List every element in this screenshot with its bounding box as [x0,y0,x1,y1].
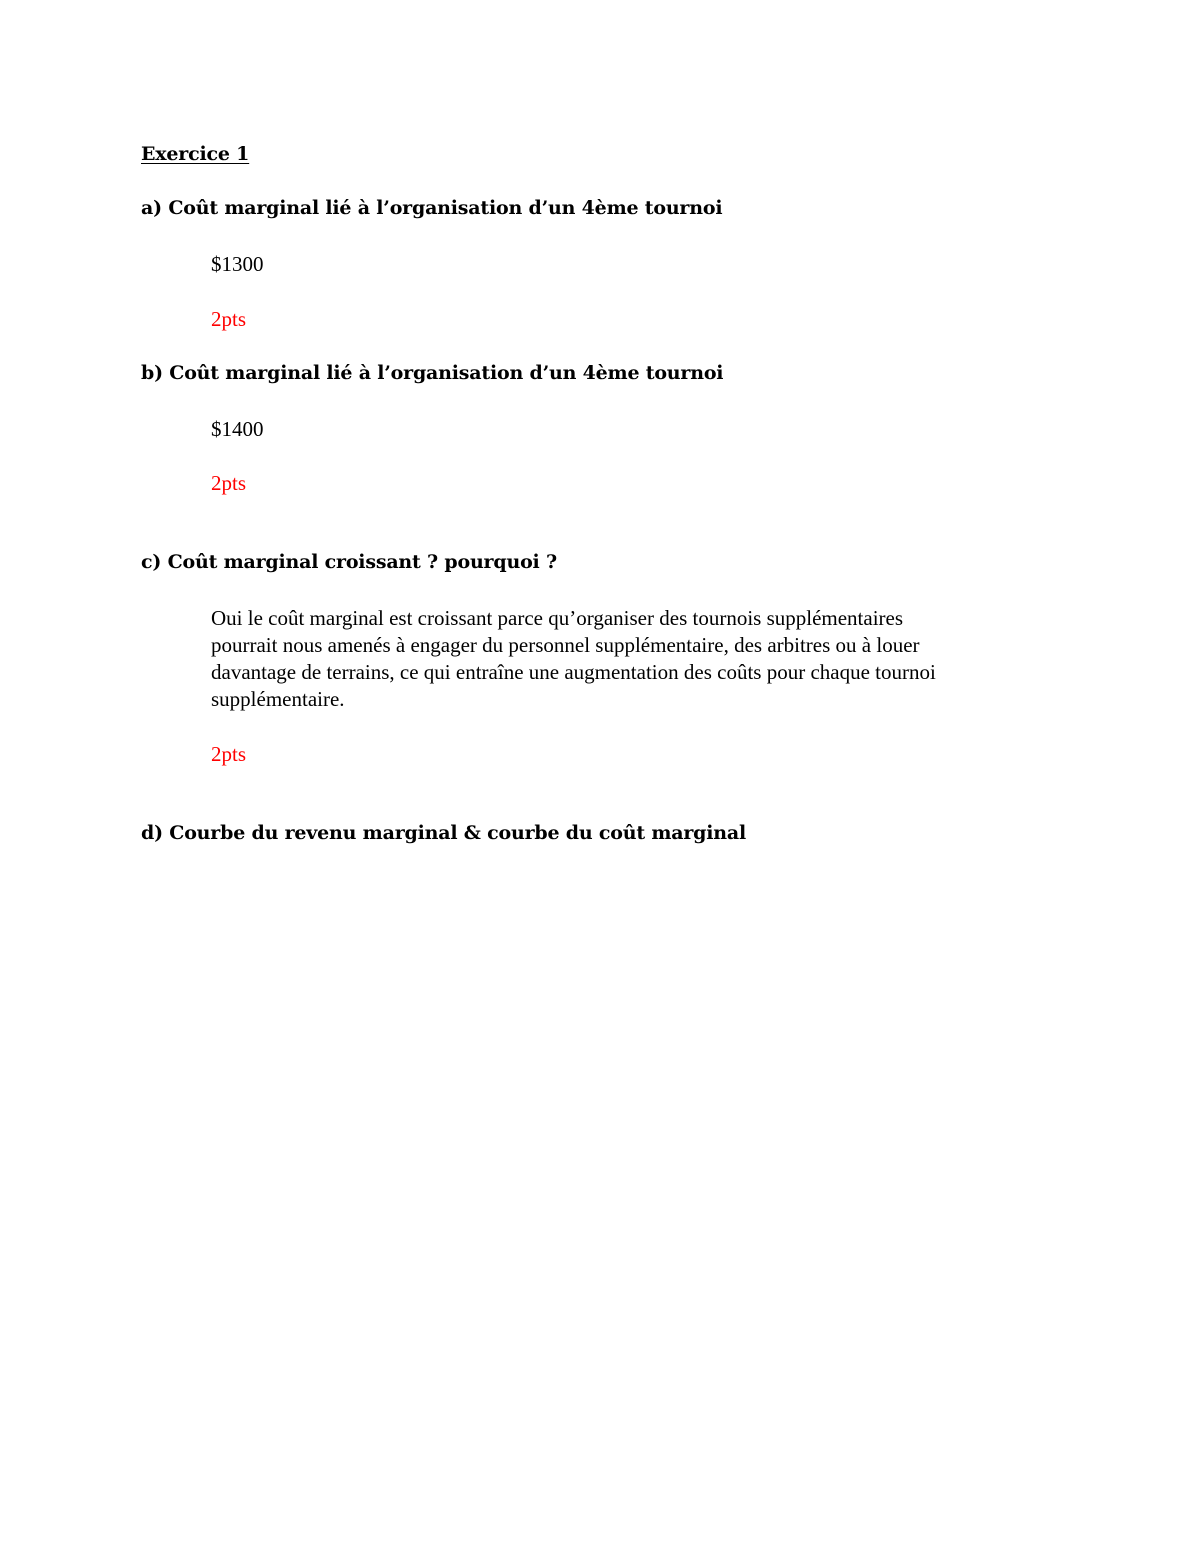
answer-a: $1300 [211,252,264,276]
points-b: 2pts [211,471,247,495]
answer-c-line: davantage de terrains, ce qui entraîne une augmentation des coûts pour chaque tournoi [211,660,936,684]
answer-c-line: supplémentaire. [211,687,345,711]
exercise-title: Exercice 1 [141,143,250,165]
answer-c-line: pourrait nous amenés à engager du personnel supplémentaire, des arbitres ou à louer [211,633,920,657]
points-a: 2pts [211,307,247,331]
question-b: b) Coût marginal lié à l’organisation d’un 4ème tournoi [141,362,724,384]
question-d: d) Courbe du revenu marginal & courbe du coût marginal [141,822,747,844]
answer-c-line: Oui le coût marginal est croissant parce qu’organiser des tournois supplémentaires [211,606,904,630]
question-a: a) Coût marginal lié à l’organisation d’un 4ème tournoi [141,197,723,219]
answer-c-paragraph [211,605,1041,713]
question-c: c) Coût marginal croissant ? pourquoi ? [141,551,557,573]
answer-b: $1400 [211,417,264,441]
points-c: 2pts [211,742,247,766]
